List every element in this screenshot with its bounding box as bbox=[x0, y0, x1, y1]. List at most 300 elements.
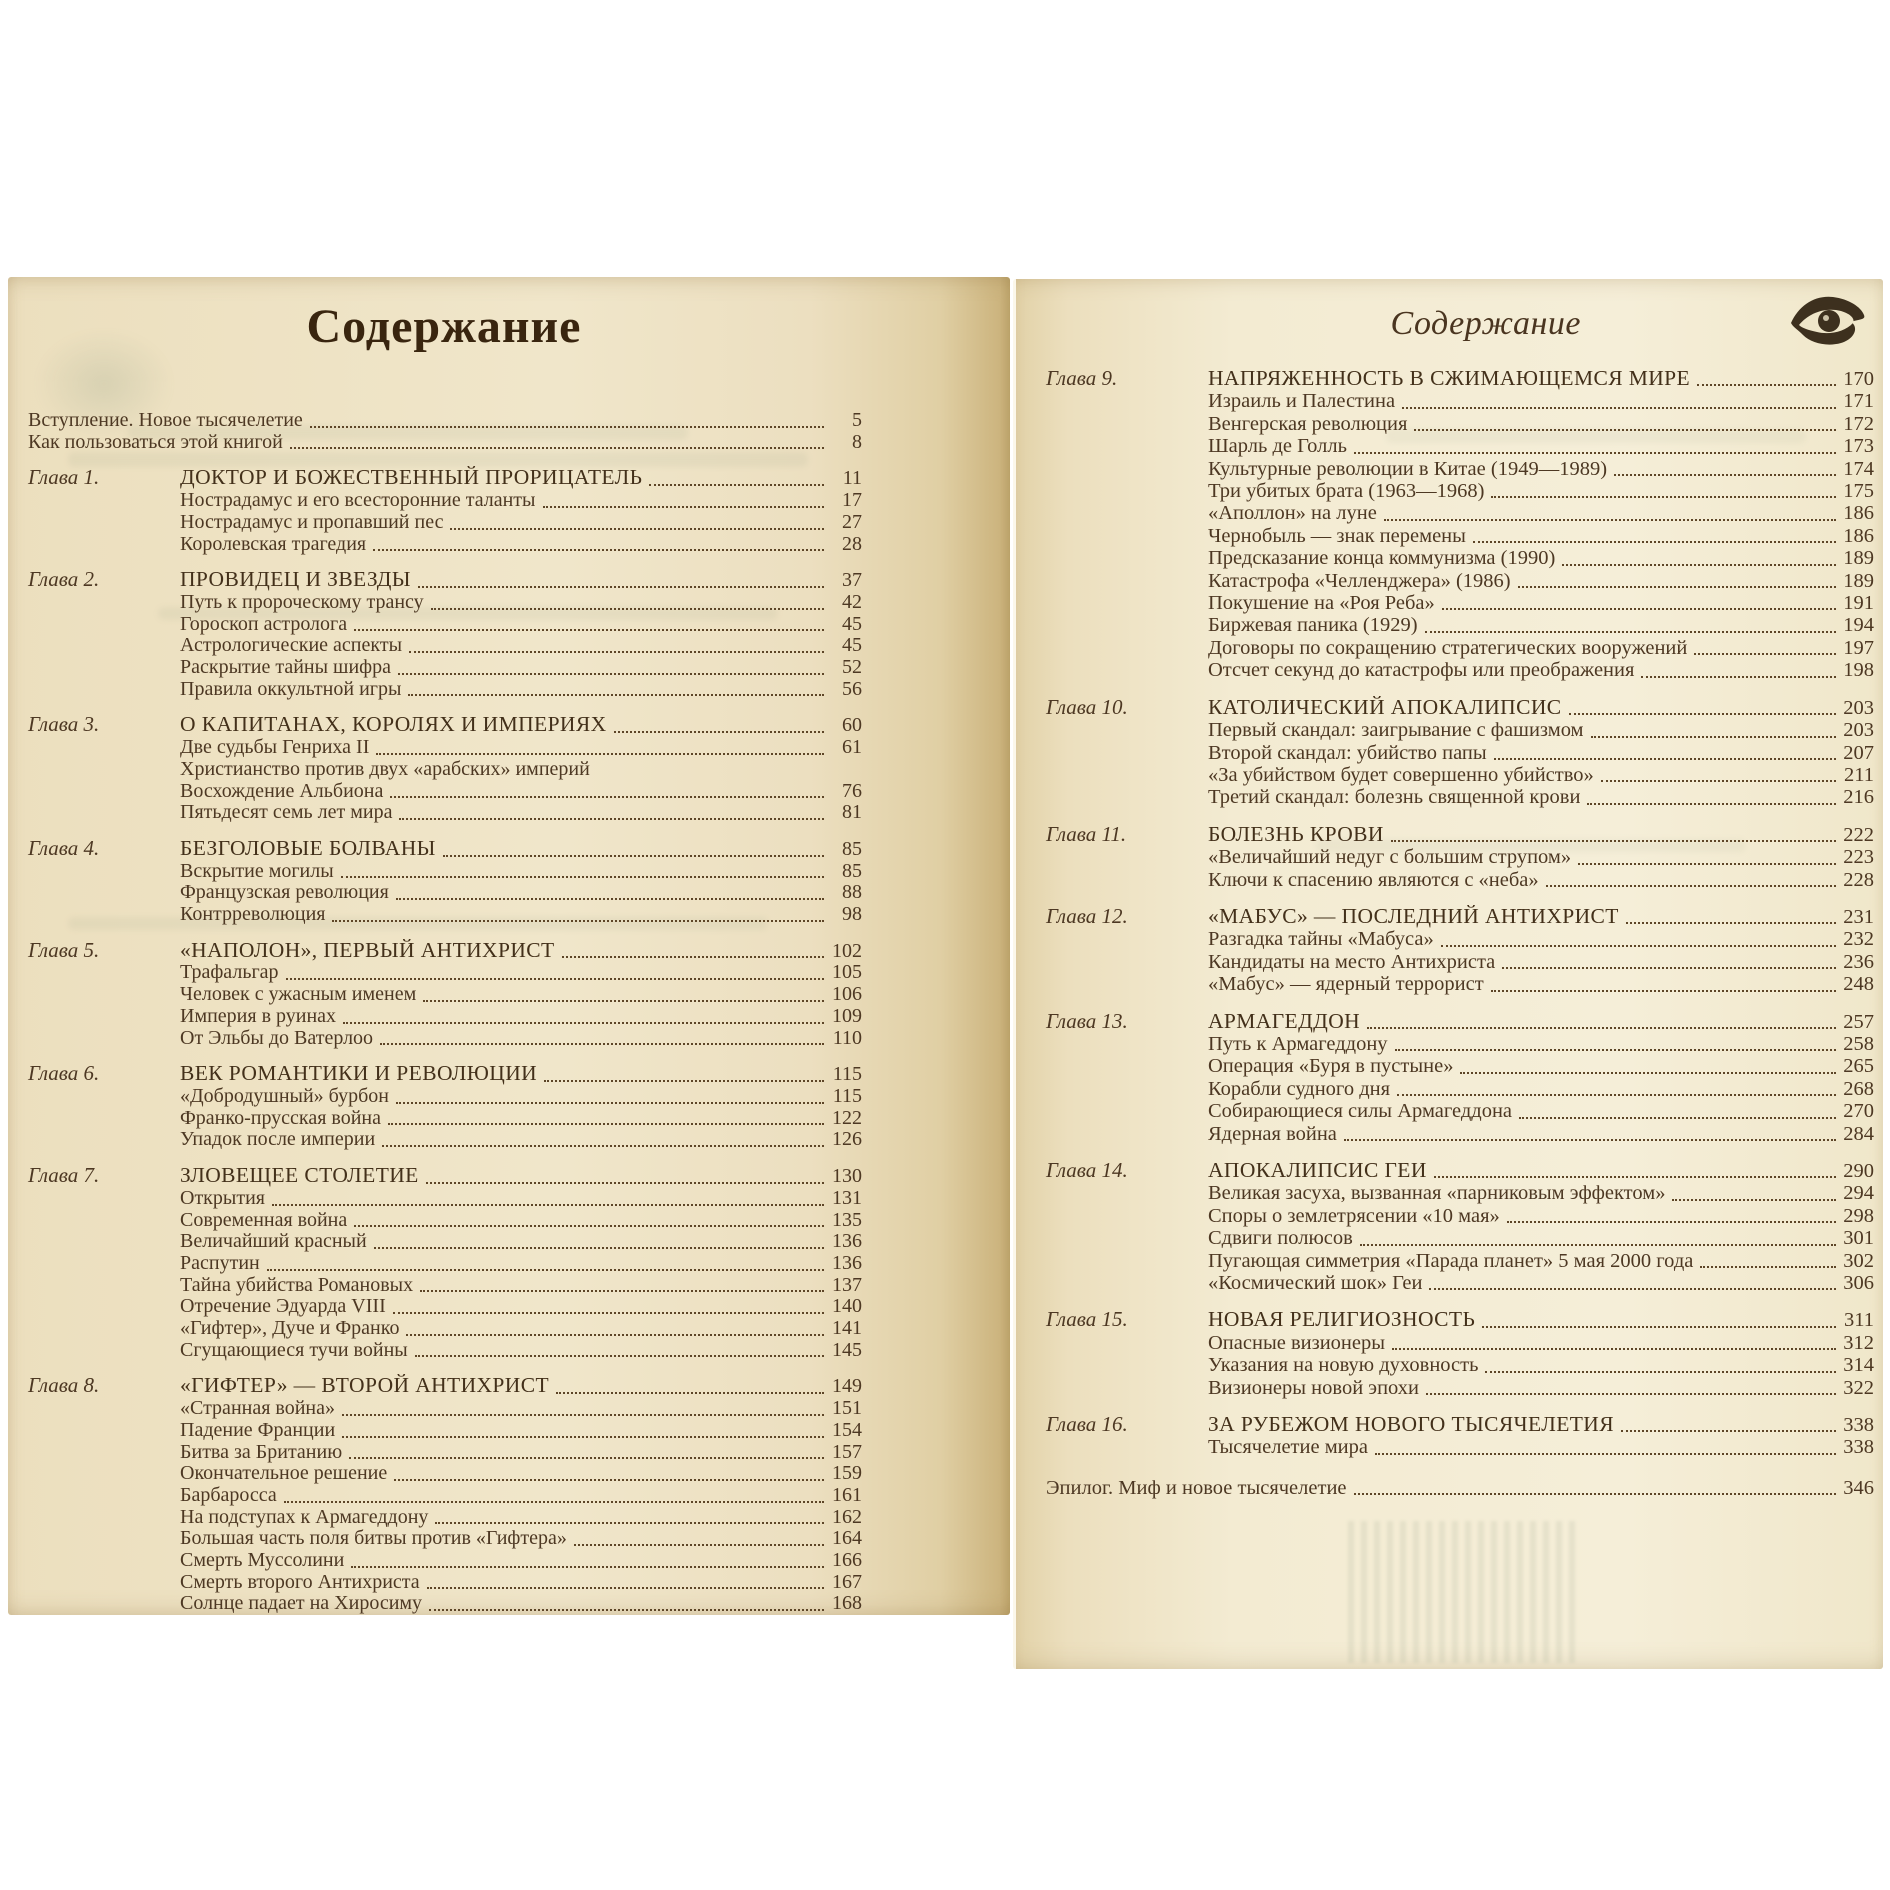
page-number: 126 bbox=[832, 1128, 862, 1151]
toc-entry-row bbox=[28, 1108, 862, 1130]
toc-entry-row bbox=[1046, 1182, 1874, 1204]
entry-title: Гороскоп астролога bbox=[180, 612, 348, 635]
dot-leader bbox=[310, 426, 824, 428]
page-number: 175 bbox=[1843, 480, 1874, 503]
entry-title: Тысячелетие мира bbox=[1208, 1436, 1368, 1459]
entry-title: Кандидаты на место Антихриста bbox=[1208, 950, 1496, 973]
toc-entry-row bbox=[28, 432, 862, 454]
page-number: 312 bbox=[1843, 1331, 1874, 1354]
dot-leader bbox=[544, 1080, 824, 1082]
entry-title: НОВАЯ РЕЛИГИОЗНОСТЬ bbox=[1208, 1307, 1476, 1332]
toc-entry-row bbox=[28, 984, 862, 1006]
toc-entry-row bbox=[1046, 719, 1874, 741]
dot-leader bbox=[1614, 474, 1836, 476]
toc-entry-row bbox=[1046, 570, 1874, 592]
entry-title: «За убийством будет совершенно убийство» bbox=[1208, 763, 1594, 786]
dot-leader bbox=[286, 978, 824, 980]
entry-title: Ключи к спасению являются с «неба» bbox=[1208, 868, 1539, 891]
entry-title: Астрологические аспекты bbox=[180, 634, 403, 657]
page-number: 162 bbox=[832, 1505, 862, 1528]
dot-leader bbox=[1473, 541, 1836, 543]
page-number: 102 bbox=[832, 939, 862, 962]
entry-title: Королевская трагедия bbox=[180, 532, 367, 555]
entry-title: Визионеры новой эпохи bbox=[1208, 1376, 1420, 1399]
dot-leader bbox=[393, 1312, 824, 1314]
toc-chapter-row bbox=[1046, 1413, 1874, 1436]
entry-title: Покушение на «Роя Реба» bbox=[1208, 592, 1435, 615]
toc-entry-row bbox=[1046, 480, 1874, 502]
toc-chapter-row bbox=[28, 714, 862, 737]
dot-leader bbox=[1392, 1348, 1836, 1350]
right-page bbox=[1013, 279, 1883, 1669]
dot-leader bbox=[1429, 1288, 1836, 1290]
page-number: 222 bbox=[1843, 823, 1874, 846]
entry-title: Тайна убийства Романовых bbox=[180, 1273, 414, 1296]
toc-entry-row bbox=[28, 512, 862, 534]
page-number: 198 bbox=[1843, 659, 1874, 682]
dot-leader bbox=[1367, 1027, 1836, 1029]
toc-entry-row bbox=[1046, 1100, 1874, 1122]
dot-leader bbox=[1700, 1266, 1836, 1268]
page-number: 105 bbox=[832, 961, 862, 984]
page-number: 149 bbox=[832, 1375, 862, 1398]
toc-entry-row bbox=[1046, 764, 1874, 786]
page-number: 17 bbox=[842, 489, 862, 512]
dot-leader bbox=[1485, 1371, 1836, 1373]
page-number: 216 bbox=[1843, 786, 1874, 809]
page-number: 85 bbox=[842, 859, 862, 882]
page-number: 5 bbox=[852, 409, 862, 431]
toc-chapter-row bbox=[28, 1063, 862, 1086]
toc-entry-row bbox=[28, 1210, 862, 1232]
dot-leader bbox=[343, 1022, 824, 1024]
entry-title: Три убитых брата (1963—1968) bbox=[1208, 480, 1485, 503]
toc-entry-row bbox=[28, 759, 862, 781]
toc-entry-row bbox=[1046, 1332, 1874, 1354]
entry-title: Корабли судного дня bbox=[1208, 1077, 1391, 1100]
page-number: 248 bbox=[1843, 973, 1874, 996]
entry-title: Предсказание конца коммунизма (1990) bbox=[1208, 547, 1556, 570]
entry-title: Правила оккультной игры bbox=[180, 677, 402, 700]
toc-chapter-row bbox=[1046, 1010, 1874, 1033]
page-number: 167 bbox=[832, 1570, 862, 1593]
page-number: 186 bbox=[1843, 502, 1874, 525]
entry-title: БЕЗГОЛОВЫЕ БОЛВАНЫ bbox=[180, 835, 436, 860]
dot-leader bbox=[1641, 676, 1836, 678]
toc-entry-row bbox=[28, 1463, 862, 1485]
dot-leader bbox=[1344, 1139, 1836, 1141]
dot-leader bbox=[1482, 1326, 1836, 1328]
dot-leader bbox=[420, 1290, 824, 1292]
entry-title: Пятьдесят семь лет мира bbox=[180, 801, 393, 824]
entry-title: Упадок после империи bbox=[180, 1128, 376, 1151]
toc-entry-row bbox=[28, 1398, 862, 1420]
toc-entry-row bbox=[1046, 547, 1874, 569]
toc-chapter-row bbox=[1046, 1308, 1874, 1331]
page-number: 270 bbox=[1843, 1100, 1874, 1123]
dot-leader bbox=[272, 1204, 824, 1206]
page-number: 338 bbox=[1843, 1414, 1874, 1437]
toc-entry-row bbox=[28, 737, 862, 759]
page-number: 136 bbox=[832, 1251, 862, 1274]
page-number: 211 bbox=[1844, 763, 1874, 786]
page-number: 302 bbox=[1843, 1249, 1874, 1272]
dot-leader bbox=[408, 694, 824, 696]
page-number: 130 bbox=[832, 1165, 862, 1188]
dot-leader bbox=[1397, 1094, 1836, 1096]
page-number: 137 bbox=[832, 1273, 862, 1296]
dot-leader bbox=[556, 1392, 824, 1394]
chapter-number-label: Глава 4. bbox=[28, 835, 100, 860]
toc-chapter-row bbox=[28, 1375, 862, 1398]
entry-title: ДОКТОР И БОЖЕСТВЕННЫЙ ПРОРИЦАТЕЛЬ bbox=[180, 465, 643, 490]
dot-leader bbox=[415, 1355, 824, 1357]
entry-title: Второй скандал: убийство папы bbox=[1208, 741, 1487, 764]
toc-entry-row bbox=[28, 1572, 862, 1594]
entry-title: Открытия bbox=[180, 1186, 265, 1209]
page-number: 109 bbox=[832, 1004, 862, 1027]
toc-entry-row bbox=[1046, 742, 1874, 764]
toc-entry-row bbox=[28, 1188, 862, 1210]
toc-entry-row bbox=[28, 592, 862, 614]
page-number: 170 bbox=[1843, 368, 1874, 390]
page-number: 203 bbox=[1843, 719, 1874, 742]
right-toc-list bbox=[1046, 367, 1874, 1459]
toc-entry-row bbox=[1046, 786, 1874, 808]
entry-title: Путь к пророческому трансу bbox=[180, 590, 424, 613]
bleedthrough-barcode bbox=[1348, 1521, 1580, 1663]
page-number: 145 bbox=[832, 1338, 862, 1361]
dot-leader bbox=[435, 1522, 824, 1524]
running-header: Содержание bbox=[1390, 305, 1581, 342]
entry-title: Венгерская революция bbox=[1208, 412, 1408, 435]
entry-title: Восхождение Альбиона bbox=[180, 779, 384, 802]
page-number: 346 bbox=[1843, 1476, 1874, 1499]
toc-entry-row bbox=[1046, 1123, 1874, 1145]
dot-leader bbox=[406, 1334, 824, 1336]
toc-chapter-row bbox=[28, 835, 862, 861]
page-number: 76 bbox=[842, 779, 862, 802]
dot-leader bbox=[373, 549, 824, 551]
page-number: 314 bbox=[1843, 1354, 1874, 1377]
entry-title: Нострадамус и его всесторонние таланты bbox=[180, 489, 536, 512]
chapter-number-label: Глава 2. bbox=[28, 567, 100, 592]
entry-title: Израиль и Палестина bbox=[1208, 390, 1396, 413]
entry-title: Христианство против двух «арабских» империй bbox=[180, 757, 590, 780]
dot-leader bbox=[614, 731, 824, 733]
toc-entry-row bbox=[28, 1420, 862, 1442]
toc-entry-row bbox=[28, 1507, 862, 1529]
toc-entry-row bbox=[1046, 1033, 1874, 1055]
chapter-number-label: Глава 13. bbox=[1046, 1008, 1128, 1033]
dot-leader bbox=[1391, 840, 1836, 842]
dot-leader bbox=[290, 447, 824, 449]
dot-leader bbox=[1507, 1221, 1836, 1223]
page-number: 236 bbox=[1843, 950, 1874, 973]
toc-entry-row bbox=[1046, 659, 1874, 681]
entry-title: «Гифтер», Дуче и Франко bbox=[180, 1317, 400, 1340]
dot-leader bbox=[1460, 1072, 1836, 1074]
dot-leader bbox=[1414, 429, 1836, 431]
page-number: 168 bbox=[832, 1592, 862, 1615]
page-number: 159 bbox=[832, 1462, 862, 1485]
dot-leader bbox=[388, 1123, 824, 1125]
chapter-number-label: Глава 12. bbox=[1046, 903, 1128, 928]
toc-entry-row bbox=[1046, 502, 1874, 524]
dot-leader bbox=[1569, 713, 1837, 715]
chapter-number-label: Глава 10. bbox=[1046, 694, 1128, 719]
toc-entry-row bbox=[28, 410, 862, 432]
toc-entry-row bbox=[1046, 1227, 1874, 1249]
dot-leader bbox=[354, 1225, 824, 1227]
page-number: 189 bbox=[1843, 547, 1874, 570]
entry-title: «Добродушный» бурбон bbox=[180, 1084, 389, 1107]
dot-leader bbox=[562, 956, 824, 958]
entry-title: ЗА РУБЕЖОМ НОВОГО ТЫСЯЧЕЛЕТИЯ bbox=[1208, 1412, 1614, 1437]
dot-leader bbox=[1434, 1176, 1836, 1178]
entry-title: Третий скандал: болезнь священной крови bbox=[1208, 786, 1581, 809]
dot-leader bbox=[423, 1000, 824, 1002]
page-number: 298 bbox=[1843, 1204, 1874, 1227]
page-number: 122 bbox=[832, 1106, 862, 1129]
entry-title: Современная война bbox=[180, 1208, 348, 1231]
page-number: 115 bbox=[832, 1063, 862, 1086]
chapter-number-label: Глава 6. bbox=[28, 1061, 100, 1086]
toc-entry-row bbox=[28, 1485, 862, 1507]
toc-entry-row bbox=[28, 1593, 862, 1615]
entry-title: Культурные революции в Китае (1949—1989) bbox=[1208, 457, 1608, 480]
page-number: 194 bbox=[1843, 614, 1874, 637]
entry-title: Опасные визионеры bbox=[1208, 1331, 1386, 1354]
dot-leader bbox=[431, 608, 824, 610]
page-number: 110 bbox=[832, 1026, 862, 1049]
dot-leader bbox=[341, 876, 824, 878]
entry-title: Путь к Армагеддону bbox=[1208, 1032, 1388, 1055]
entry-title: Человек с ужасным именем bbox=[180, 983, 417, 1006]
dot-leader bbox=[1491, 496, 1836, 498]
page-number: 11 bbox=[842, 467, 862, 490]
toc-entry-row bbox=[28, 861, 862, 883]
page-number: 98 bbox=[842, 903, 862, 926]
toc-entry-row bbox=[28, 635, 862, 657]
entry-title: «Космический шок» Геи bbox=[1208, 1272, 1423, 1295]
entry-title: Сдвиги полюсов bbox=[1208, 1227, 1353, 1250]
toc-entry-row bbox=[1046, 1272, 1874, 1294]
dot-leader bbox=[1375, 1453, 1836, 1455]
toc-entry-row bbox=[28, 1086, 862, 1108]
dot-leader bbox=[1491, 990, 1836, 992]
toc-entry-row bbox=[28, 1442, 862, 1464]
entry-title: Большая часть поля битвы против «Гифтера» bbox=[180, 1527, 567, 1550]
dot-leader bbox=[342, 1414, 824, 1416]
dot-leader bbox=[429, 1609, 824, 1611]
dot-leader bbox=[396, 1102, 824, 1104]
chapter-number-label: Глава 15. bbox=[1046, 1307, 1128, 1332]
entry-title: Отсчет секунд до катастрофы или преображения bbox=[1208, 659, 1635, 682]
page-number: 135 bbox=[832, 1208, 862, 1231]
entry-title: Битва за Британию bbox=[180, 1440, 343, 1463]
page-number: 223 bbox=[1843, 846, 1874, 869]
toc-entry-row bbox=[1046, 928, 1874, 950]
dot-leader bbox=[380, 1043, 824, 1045]
entry-title: Споры о землетрясении «10 мая» bbox=[1208, 1204, 1500, 1227]
page-number: 140 bbox=[832, 1295, 862, 1318]
page-number: 164 bbox=[832, 1527, 862, 1550]
left-page bbox=[8, 277, 1010, 1615]
dot-leader bbox=[332, 920, 824, 922]
dot-leader bbox=[1442, 608, 1836, 610]
dot-leader bbox=[1587, 803, 1836, 805]
entry-title: Договоры по сокращению стратегических вооружений bbox=[1208, 636, 1688, 659]
dot-leader bbox=[1426, 1393, 1836, 1395]
page-number: 151 bbox=[832, 1397, 862, 1420]
dot-leader bbox=[409, 651, 824, 653]
page-number: 106 bbox=[832, 983, 862, 1006]
dot-leader bbox=[1519, 1117, 1836, 1119]
dot-leader bbox=[543, 506, 825, 508]
toc-entry-row bbox=[1046, 1354, 1874, 1376]
entry-title: АПОКАЛИПСИС ГЕИ bbox=[1208, 1158, 1427, 1182]
entry-title: Как пользоваться этой книгой bbox=[28, 430, 283, 453]
dot-leader bbox=[1384, 519, 1836, 521]
page-number: 45 bbox=[842, 612, 862, 635]
page-number: 27 bbox=[842, 510, 862, 533]
page-number: 301 bbox=[1843, 1227, 1874, 1250]
entry-title: Отречение Эдуарда VIII bbox=[180, 1295, 386, 1318]
dot-leader bbox=[450, 528, 824, 530]
entry-title: Трафальгар bbox=[180, 961, 279, 984]
toc-entry-row bbox=[28, 1296, 862, 1318]
dot-leader bbox=[396, 898, 824, 900]
entry-title: НАПРЯЖЕННОСТЬ В СЖИМАЮЩЕМСЯ МИРЕ bbox=[1208, 366, 1691, 390]
page-number: 37 bbox=[842, 569, 862, 592]
toc-entry-row bbox=[28, 1340, 862, 1362]
dot-leader bbox=[374, 1247, 824, 1249]
dot-leader bbox=[399, 818, 824, 820]
entry-title: Первый скандал: заигрывание с фашизмом bbox=[1208, 719, 1584, 742]
page-number: 136 bbox=[832, 1230, 862, 1253]
entry-title: Франко-прусская война bbox=[180, 1106, 382, 1129]
eye-icon bbox=[1785, 289, 1869, 351]
toc-entry-row bbox=[28, 1028, 862, 1050]
entry-title: Указания на новую духовность bbox=[1208, 1354, 1479, 1377]
entry-title: Величайший красный bbox=[180, 1230, 367, 1253]
toc-entry-row bbox=[28, 679, 862, 701]
toc-chapter-row bbox=[1046, 823, 1874, 846]
toc-chapter-row bbox=[1046, 367, 1874, 390]
entry-title: Империя в руинах bbox=[180, 1004, 337, 1027]
toc-entry-row bbox=[28, 1231, 862, 1253]
dot-leader bbox=[1518, 586, 1836, 588]
dot-leader bbox=[1494, 758, 1836, 760]
entry-title: Биржевая паника (1929) bbox=[1208, 614, 1418, 637]
toc-entry-row bbox=[28, 802, 862, 824]
toc-chapter-row bbox=[28, 937, 862, 963]
entry-title: Разгадка тайны «Мабуса» bbox=[1208, 928, 1434, 951]
entry-title: Эпилог. Миф и новое тысячелетие bbox=[1046, 1476, 1347, 1499]
toc-entry-row bbox=[1046, 1377, 1874, 1399]
left-toc-list bbox=[28, 410, 862, 1615]
page-number: 294 bbox=[1843, 1182, 1874, 1205]
page-number: 141 bbox=[832, 1317, 862, 1340]
entry-title: Вскрытие могилы bbox=[180, 859, 334, 882]
toc-entry-row bbox=[28, 1253, 862, 1275]
page-number: 322 bbox=[1843, 1376, 1874, 1399]
entry-title: Смерть Муссолини bbox=[180, 1549, 345, 1572]
entry-title: БОЛЕЗНЬ КРОВИ bbox=[1208, 821, 1384, 846]
page-number: 115 bbox=[832, 1084, 862, 1107]
dot-leader bbox=[1697, 384, 1836, 386]
entry-title: Французская революция bbox=[180, 881, 389, 904]
toc-entry-row bbox=[1046, 973, 1874, 995]
chapter-number-label: Глава 11. bbox=[1046, 821, 1127, 846]
page-number: 232 bbox=[1843, 928, 1874, 951]
dot-leader bbox=[342, 1436, 824, 1438]
entry-title: ПРОВИДЕЦ И ЗВЕЗДЫ bbox=[180, 567, 411, 592]
toc-chapter-row bbox=[1046, 905, 1874, 928]
toc-entry-row bbox=[1046, 637, 1874, 659]
dot-leader bbox=[376, 753, 824, 755]
toc-entry-row bbox=[1046, 1436, 1874, 1458]
toc-entry-row bbox=[28, 962, 862, 984]
toc-chapter-row bbox=[28, 467, 862, 490]
chapter-number-label: Глава 1. bbox=[28, 465, 100, 490]
dot-leader bbox=[349, 1457, 824, 1459]
entry-title: От Эльбы до Ватерлоо bbox=[180, 1026, 374, 1049]
toc-entry-row bbox=[28, 1550, 862, 1572]
toc-chapter-row bbox=[28, 569, 862, 592]
entry-title: О КАПИТАНАХ, КОРОЛЯХ И ИМПЕРИЯХ bbox=[180, 712, 607, 737]
dot-leader bbox=[382, 1145, 824, 1147]
toc-chapter-row bbox=[1046, 696, 1874, 719]
entry-title: АРМАГЕДДОН bbox=[1208, 1008, 1361, 1033]
dot-leader bbox=[574, 1544, 824, 1546]
dot-leader bbox=[1402, 407, 1836, 409]
dot-leader bbox=[1591, 736, 1836, 738]
dot-leader bbox=[1578, 863, 1836, 865]
page-number: 42 bbox=[842, 590, 862, 613]
dot-leader bbox=[1502, 967, 1836, 969]
toc-entry-row bbox=[28, 904, 862, 926]
toc-entry-row bbox=[28, 781, 862, 803]
page-number: 338 bbox=[1843, 1436, 1874, 1459]
entry-title: «Мабус» — ядерный террорист bbox=[1208, 973, 1484, 996]
toc-entry-row bbox=[1046, 525, 1874, 547]
toc-entry-row bbox=[1046, 1055, 1874, 1077]
dot-leader bbox=[1441, 945, 1836, 947]
entry-title: Барбаросса bbox=[180, 1483, 277, 1506]
page-number: 186 bbox=[1843, 524, 1874, 547]
epilogue-row bbox=[1046, 1477, 1874, 1499]
toc-entry-row bbox=[1046, 1205, 1874, 1227]
page-number: 203 bbox=[1843, 696, 1874, 719]
entry-title: «Аполлон» на луне bbox=[1208, 502, 1377, 525]
dot-leader bbox=[267, 1269, 824, 1271]
page-number: 197 bbox=[1843, 636, 1874, 659]
page-number: 191 bbox=[1843, 592, 1874, 615]
toc-entry-row bbox=[1046, 951, 1874, 973]
dot-leader bbox=[1354, 452, 1836, 454]
page-number: 306 bbox=[1843, 1272, 1874, 1295]
dot-leader bbox=[390, 796, 824, 798]
dot-leader bbox=[1425, 631, 1836, 633]
toc-entry-row bbox=[1046, 435, 1874, 457]
dot-leader bbox=[354, 629, 824, 631]
toc-entry-row bbox=[1046, 846, 1874, 868]
page-number: 258 bbox=[1843, 1032, 1874, 1055]
page-number: 171 bbox=[1843, 390, 1874, 413]
toc-entry-row bbox=[1046, 1078, 1874, 1100]
